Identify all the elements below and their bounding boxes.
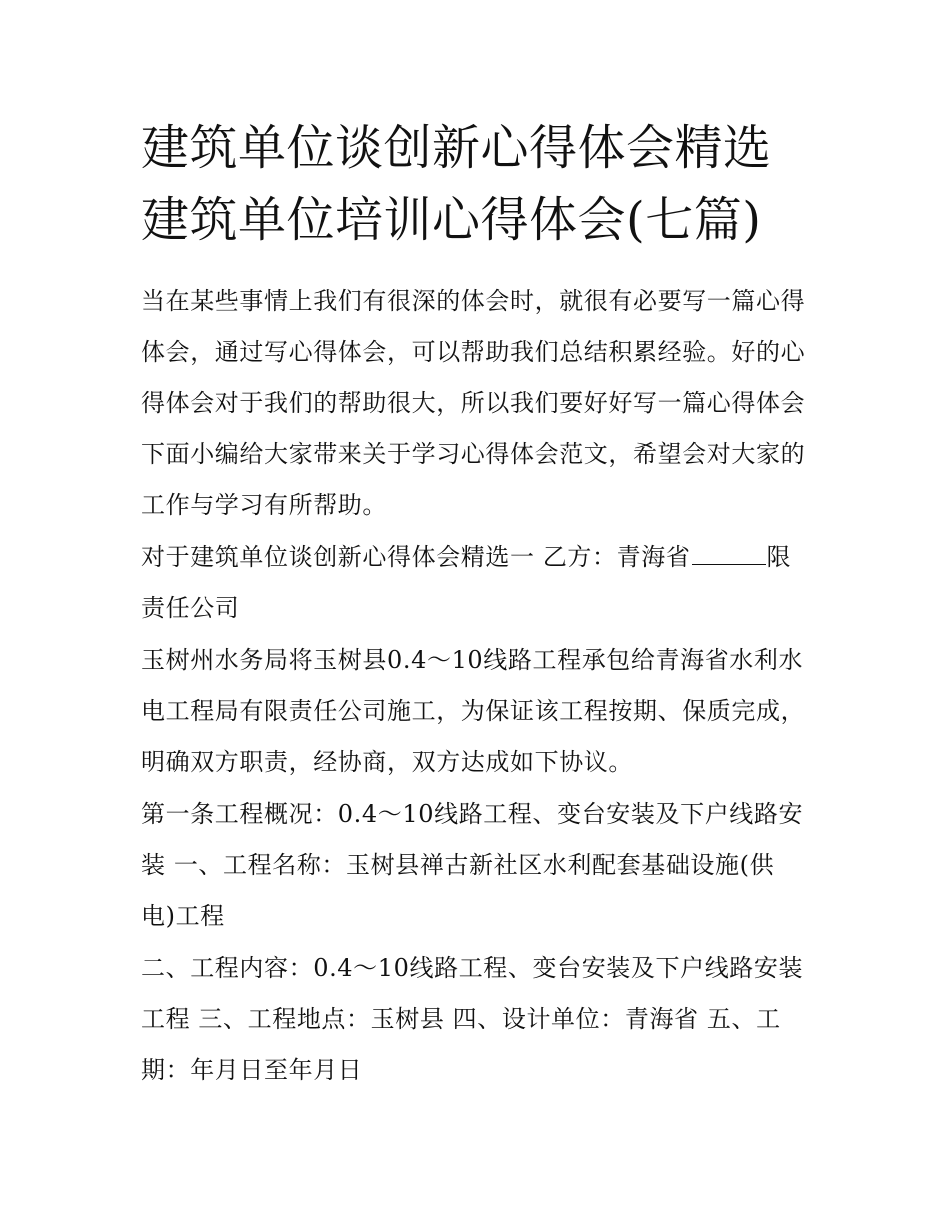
project-details-line: 工程 三、工程地点：玉树县 四、设计单位：青海省 五、工 <box>141 1005 781 1033</box>
article-one-line: 装 一、工程名称：玉树县禅古新社区水利配套基础设施(供 <box>141 851 775 879</box>
article-one-line: 电)工程 <box>141 902 225 930</box>
section-one-prefix: 对于建筑单位谈创新心得体会精选一 乙方：青海省 <box>141 543 691 571</box>
agreement-line: 电工程局有限责任公司施工，为保证该工程按期、保质完成， <box>141 697 806 725</box>
document-page <box>141 0 813 1229</box>
agreement-line: 玉树州水务局将玉树县0.4～10线路工程承包给青海省水利水 <box>141 646 804 674</box>
project-details-paragraph <box>141 943 813 1096</box>
agreement-paragraph <box>141 635 813 788</box>
project-details-line: 期：年月日至年月日 <box>141 1056 363 1084</box>
document-title <box>141 112 821 256</box>
intro-paragraph <box>141 276 813 531</box>
section-one-line-1 <box>141 532 813 583</box>
intro-line: 得体会对于我们的帮助很大，所以我们要好好写一篇心得体会 <box>141 389 806 417</box>
article-one-line: 第一条工程概况：0.4～10线路工程、变台安装及下户线路安 <box>141 800 804 828</box>
title-line-2: 建筑单位培训心得体会(七篇) <box>141 192 762 248</box>
article-one-paragraph <box>141 789 813 942</box>
section-one-suffix: 限 <box>766 543 792 571</box>
section-one-heading <box>141 532 813 634</box>
intro-line: 体会，通过写心得体会，可以帮助我们总结积累经验。好的心 <box>141 338 806 366</box>
project-details-line: 二、工程内容：0.4～10线路工程、变台安装及下户线路安装 <box>141 954 804 982</box>
title-line-1: 建筑单位谈创新心得体会精选 <box>141 120 772 176</box>
blank-fill-line <box>692 544 766 565</box>
agreement-line: 明确双方职责，经协商，双方达成如下协议。 <box>141 748 633 776</box>
intro-line: 当在某些事情上我们有很深的体会时，就很有必要写一篇心得 <box>141 287 806 315</box>
document-body <box>141 276 813 1097</box>
section-one-line-2: 责任公司 <box>141 594 240 622</box>
intro-line: 工作与学习有所帮助。 <box>141 491 387 519</box>
intro-line: 下面小编给大家带来关于学习心得体会范文，希望会对大家的 <box>141 440 806 468</box>
